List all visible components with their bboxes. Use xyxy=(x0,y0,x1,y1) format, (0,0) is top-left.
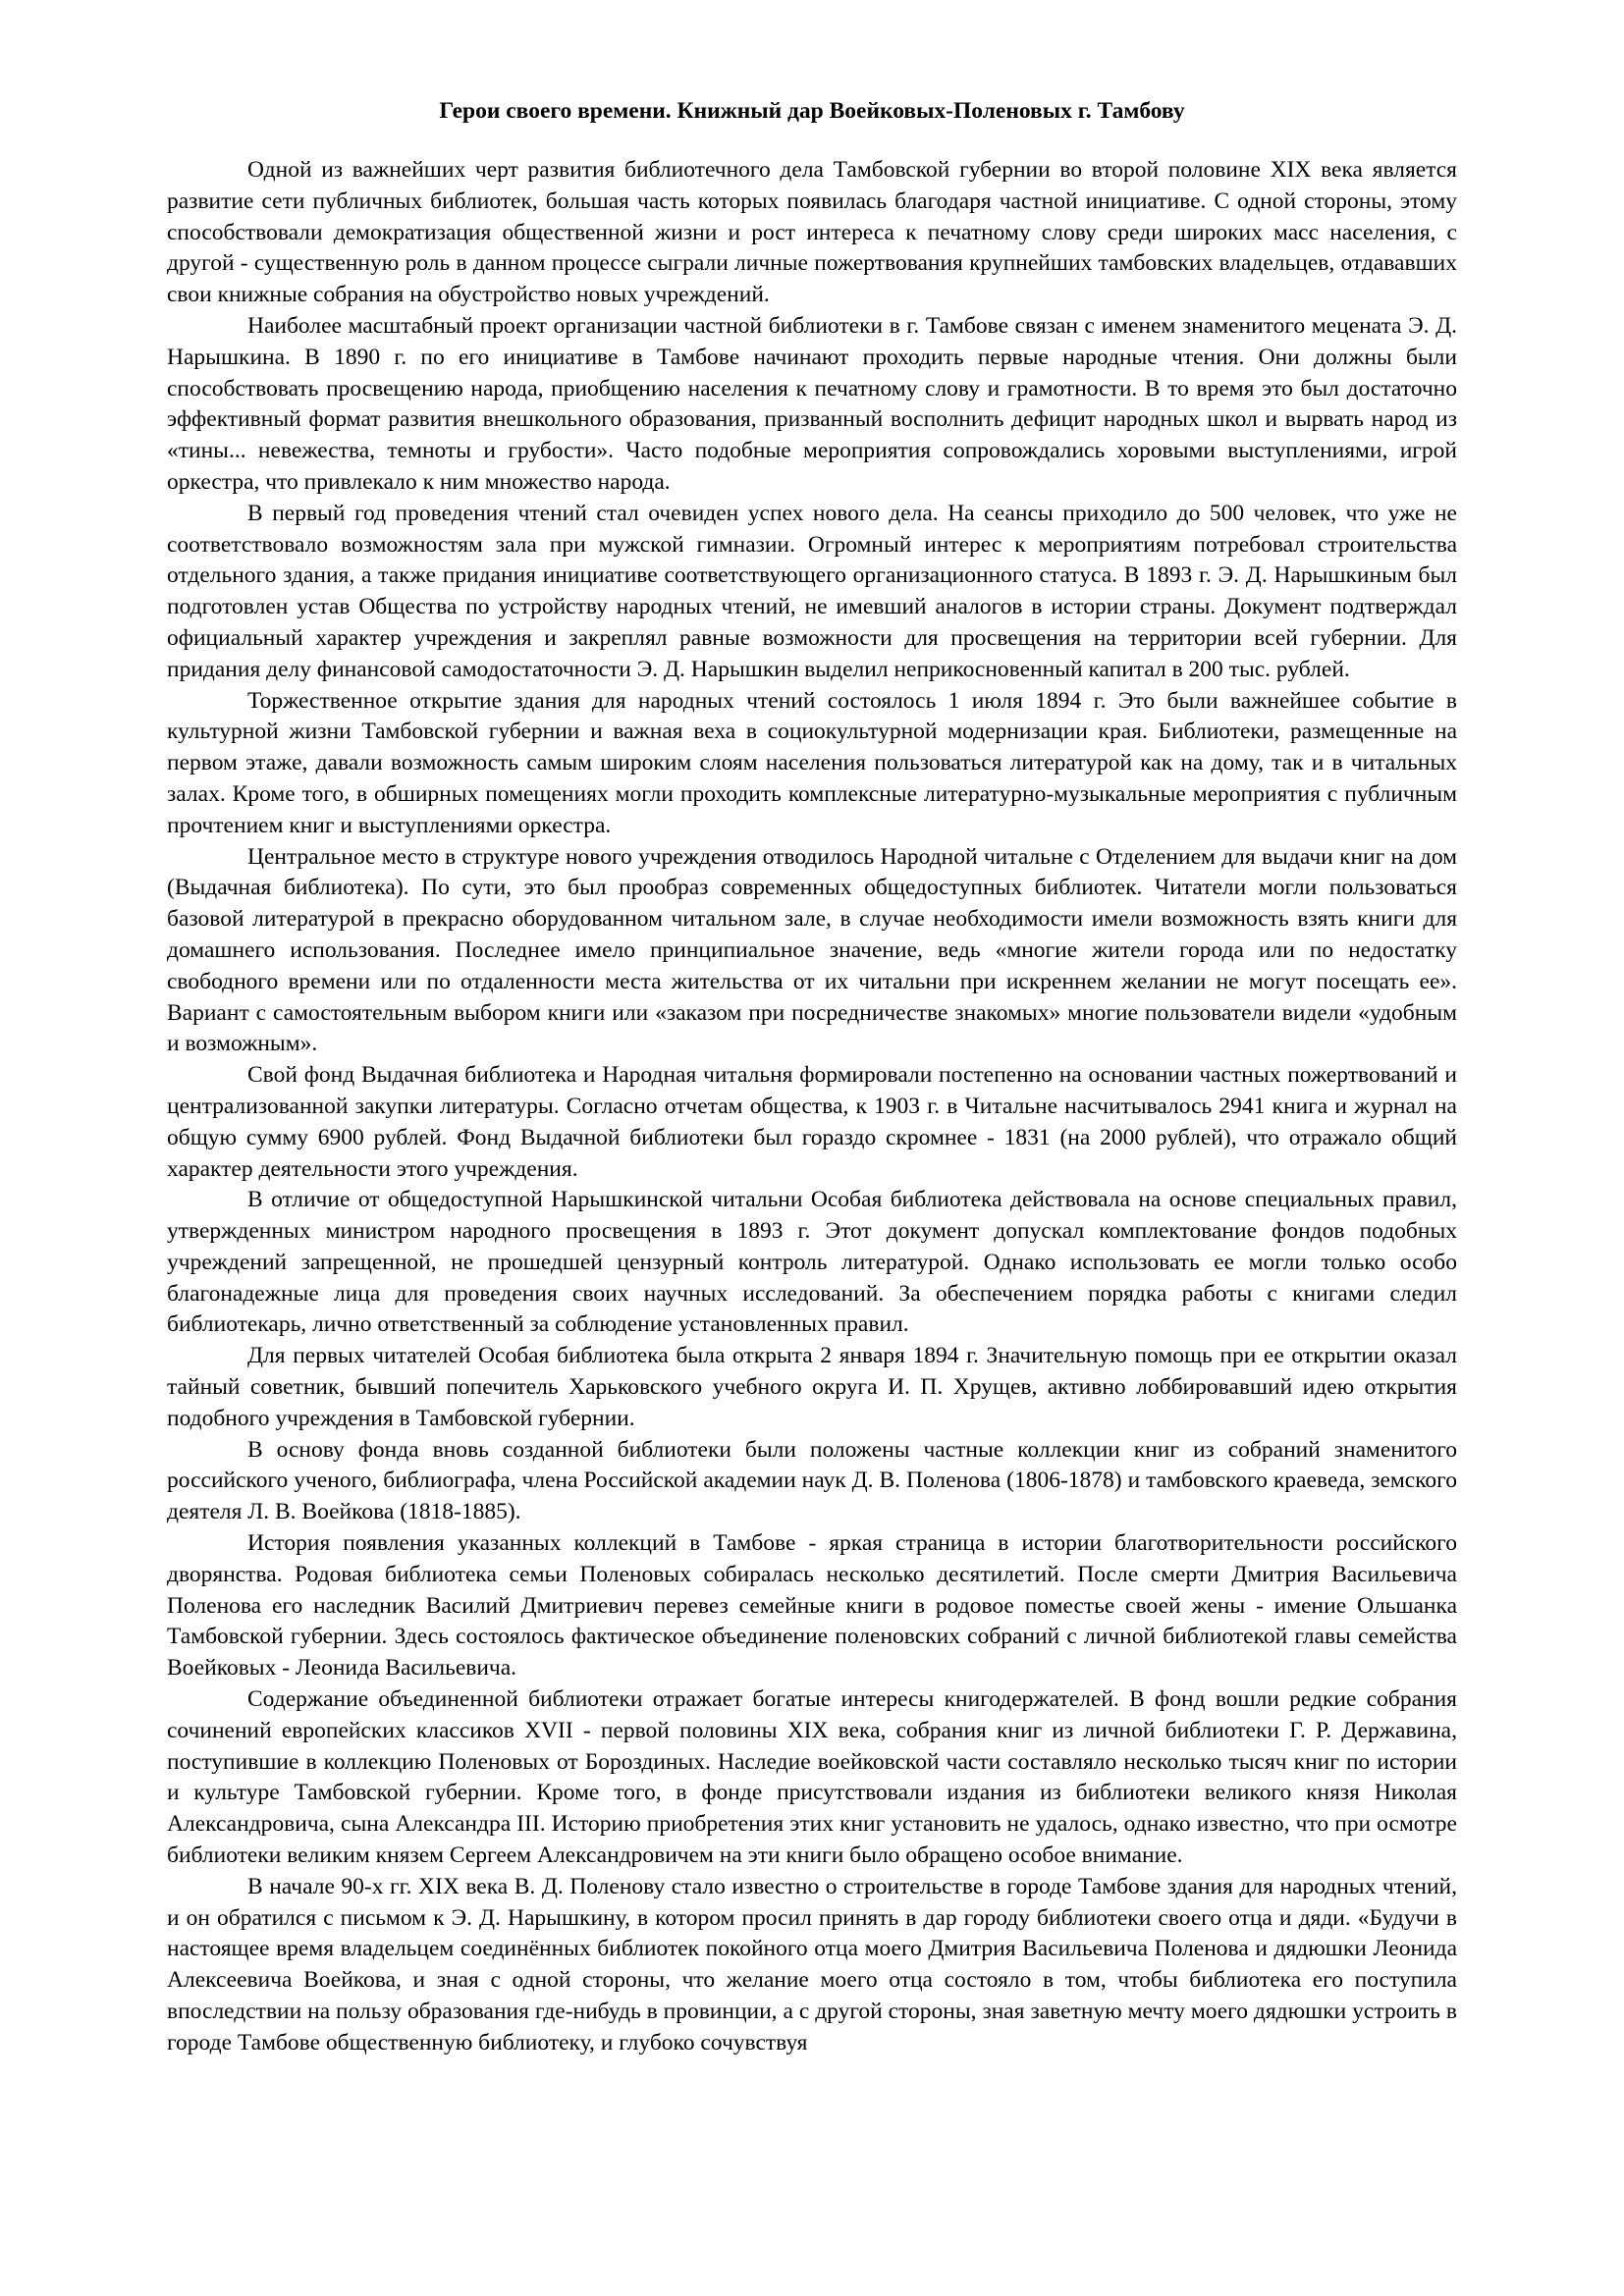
paragraph-2: Наиболее масштабный проект организации частной библиотеки в г. Тамбове связан с именем знаменитого мецената Э. Д. Нарышкина. В 1890 г. по его инициативе в Тамбове начинают проходить первые народные чтения. Они должны были способствовать просвещению народа, приобщению населения к печатному слову и грамотности. В то время это был достаточно эффективный формат развития внешкольного образования, призванный восполнить дефицит народных школ и вырвать народ из «тины... невежества, темноты и грубости». Часто подобные мероприятия сопровождались хоровыми выступлениями, игрой оркестра, что привлекало к ним множество народа. xyxy=(167,312,1457,495)
paragraph-5: Центральное место в структуре нового учреждения отводилось Народной читальне с Отделением для выдачи книг на дом (Выдачная библиотека). По сути, это был прообраз современных общедоступных библиотек. Читатели могли пользоваться базовой литературой в прекрасно оборудованном читальном зале, в случае необходимости имели возможность взять книги для домашнего использования. Последнее имело принципиальное значение, ведь «многие жители города или по недостатку свободного времени или по отдаленности места жительства от их читальни при искреннем желании не могут посещать ее». Вариант с самостоятельным выбором книги или «заказом при посредничестве знакомых» многие пользователи видели «удобным и возможным». xyxy=(167,843,1457,1057)
paragraph-1: Одной из важнейших черт развития библиотечного дела Тамбовской губернии во второй половине XIX века является развитие сети публичных библиотек, большая часть которых появилась благодаря частной инициативе. С одной стороны, этому способствовали демократизация общественной жизни и рост интереса к печатному слову среди широких масс населения, с другой - существенную роль в данном процессе сыграли личные пожертвования крупнейших тамбовских владельцев, отдававших свои книжные собрания на обустройство новых учреждений. xyxy=(167,157,1457,308)
paragraph-10: История появления указанных коллекций в Тамбове - яркая страница в истории благотворительности российского дворянства. Родовая библиотека семьи Поленовых собиралась несколько десятилетий. После смерти Дмитрия Васильевича Поленова его наследник Василий Дмитриевич перевез семейные книги в родовое поместье своей жены - имение Ольшанка Тамбовской губернии. Здесь состоялось фактическое объединение поленовских собраний с личной библиотекой главы семейства Воейковых - Леонида Васильевича. xyxy=(167,1530,1457,1682)
document-title: Герои своего времени. Книжный дар Воейковых-Поленовых г. Тамбову xyxy=(439,98,1185,124)
paragraph-4: Торжественное открытие здания для народных чтений состоялось 1 июля 1894 г. Это были важнейшее событие в культурной жизни Тамбовской губернии и важная веха в социокультурной модернизации края. Библиотеки, размещенные на первом этаже, давали возможность самым широким слоям населения пользоваться литературой как на дому, так и в читальных залах. Кроме того, в обширных помещениях могли проходить комплексные литературно-музыкальные мероприятия с публичным прочтением книг и выступлениями оркестра. xyxy=(167,687,1457,838)
paragraph-11: Содержание объединенной библиотеки отражает богатые интересы книгодержателей. В фонд вошли редкие собрания сочинений европейских классиков XVII - первой половины XIX века, собрания книг из личной библиотеки Г. Р. Державина, поступившие в коллекцию Поленовых от Бороздиных. Наследие воейковской части составляло несколько тысяч книг по истории и культуре Тамбовской губернии. Кроме того, в фонде присутствовали издания из библиотеки великого князя Николая Александровича, сына Александра III. Историю приобретения этих книг установить не удалось, однако известно, что при осмотре библиотеки великим князем Сергеем Александровичем на эти книги было обращено особое внимание. xyxy=(167,1686,1457,1869)
paragraph-12: В начале 90-х гг. XIX века В. Д. Поленову стало известно о строительстве в городе Тамбове здания для народных чтений, и он обратился с письмом к Э. Д. Нарышкину, в котором просил принять в дар городу библиотеки своего отца и дяди. «Будучи в настоящее время владельцем соединённых библиотек покойного отца моего Дмитрия Васильевича Поленова и дядюшки Леонида Алексеевича Воейкова, и зная с одной стороны, что желание моего отца состояло в том, чтобы библиотека его поступила впоследствии на пользу образования где-нибудь в провинции, а с другой стороны, зная заветную мечту моего дядюшки устроить в городе Тамбове общественную библиотеку, и глубоко сочувствуя xyxy=(167,1873,1457,2056)
paragraph-6: Свой фонд Выдачная библиотека и Народная читальня формировали постепенно на основании частных пожертвований и централизованной закупки литературы. Согласно отчетам общества, к 1903 г. в Читальне насчитывалось 2941 книга и журнал на общую сумму 6900 рублей. Фонд Выдачной библиотеки был гораздо скромнее - 1831 (на 2000 рублей), что отражало общий характер деятельности этого учреждения. xyxy=(167,1062,1457,1182)
paragraph-9: В основу фонда вновь созданной библиотеки были положены частные коллекции книг из собраний знаменитого российского ученого, библиографа, члена Российской академии наук Д. В. Поленова (1806-1878) и тамбовского краеведа, земского деятеля Л. В. Воейкова (1818-1885). xyxy=(167,1436,1457,1525)
paragraph-7: В отличие от общедоступной Нарышкинской читальни Особая библиотека действовала на основе специальных правил, утвержденных министром народного просвещения в 1893 г. Этот документ допускал комплектование фондов подобных учреждений запрещенной, не прошедшей цензурный контроль литературой. Однако использовать ее могли только особо благонадежные лица для проведения своих научных исследований. За обеспечением порядка работы с книгами следил библиотекарь, лично ответственный за соблюдение установленных правил. xyxy=(167,1187,1457,1338)
document-body xyxy=(167,155,1457,2059)
paragraph-8: Для первых читателей Особая библиотека была открыта 2 января 1894 г. Значительную помощь при ее открытии оказал тайный советник, бывший попечитель Харьковского учебного округа И. П. Хрущев, активно лоббировавший идею открытия подобного учреждения в Тамбовской губернии. xyxy=(167,1343,1457,1431)
paragraph-3: В первый год проведения чтений стал очевиден успех нового дела. На сеансы приходило до 500 человек, что уже не соответствовало возможностям зала при мужской гимназии. Огромный интерес к мероприятиям потребовал строительства отдельного здания, а также придания инициативе соответствующего организационного статуса. В 1893 г. Э. Д. Нарышкиным был подготовлен устав Общества по устройству народных чтений, не имевший аналогов в истории страны. Документ подтверждал официальный характер учреждения и закреплял равные возможности для просвещения на территории всей губернии. Для придания делу финансовой самодостаточности Э. Д. Нарышкин выделил неприкосновенный капитал в 200 тыс. рублей. xyxy=(167,500,1457,682)
